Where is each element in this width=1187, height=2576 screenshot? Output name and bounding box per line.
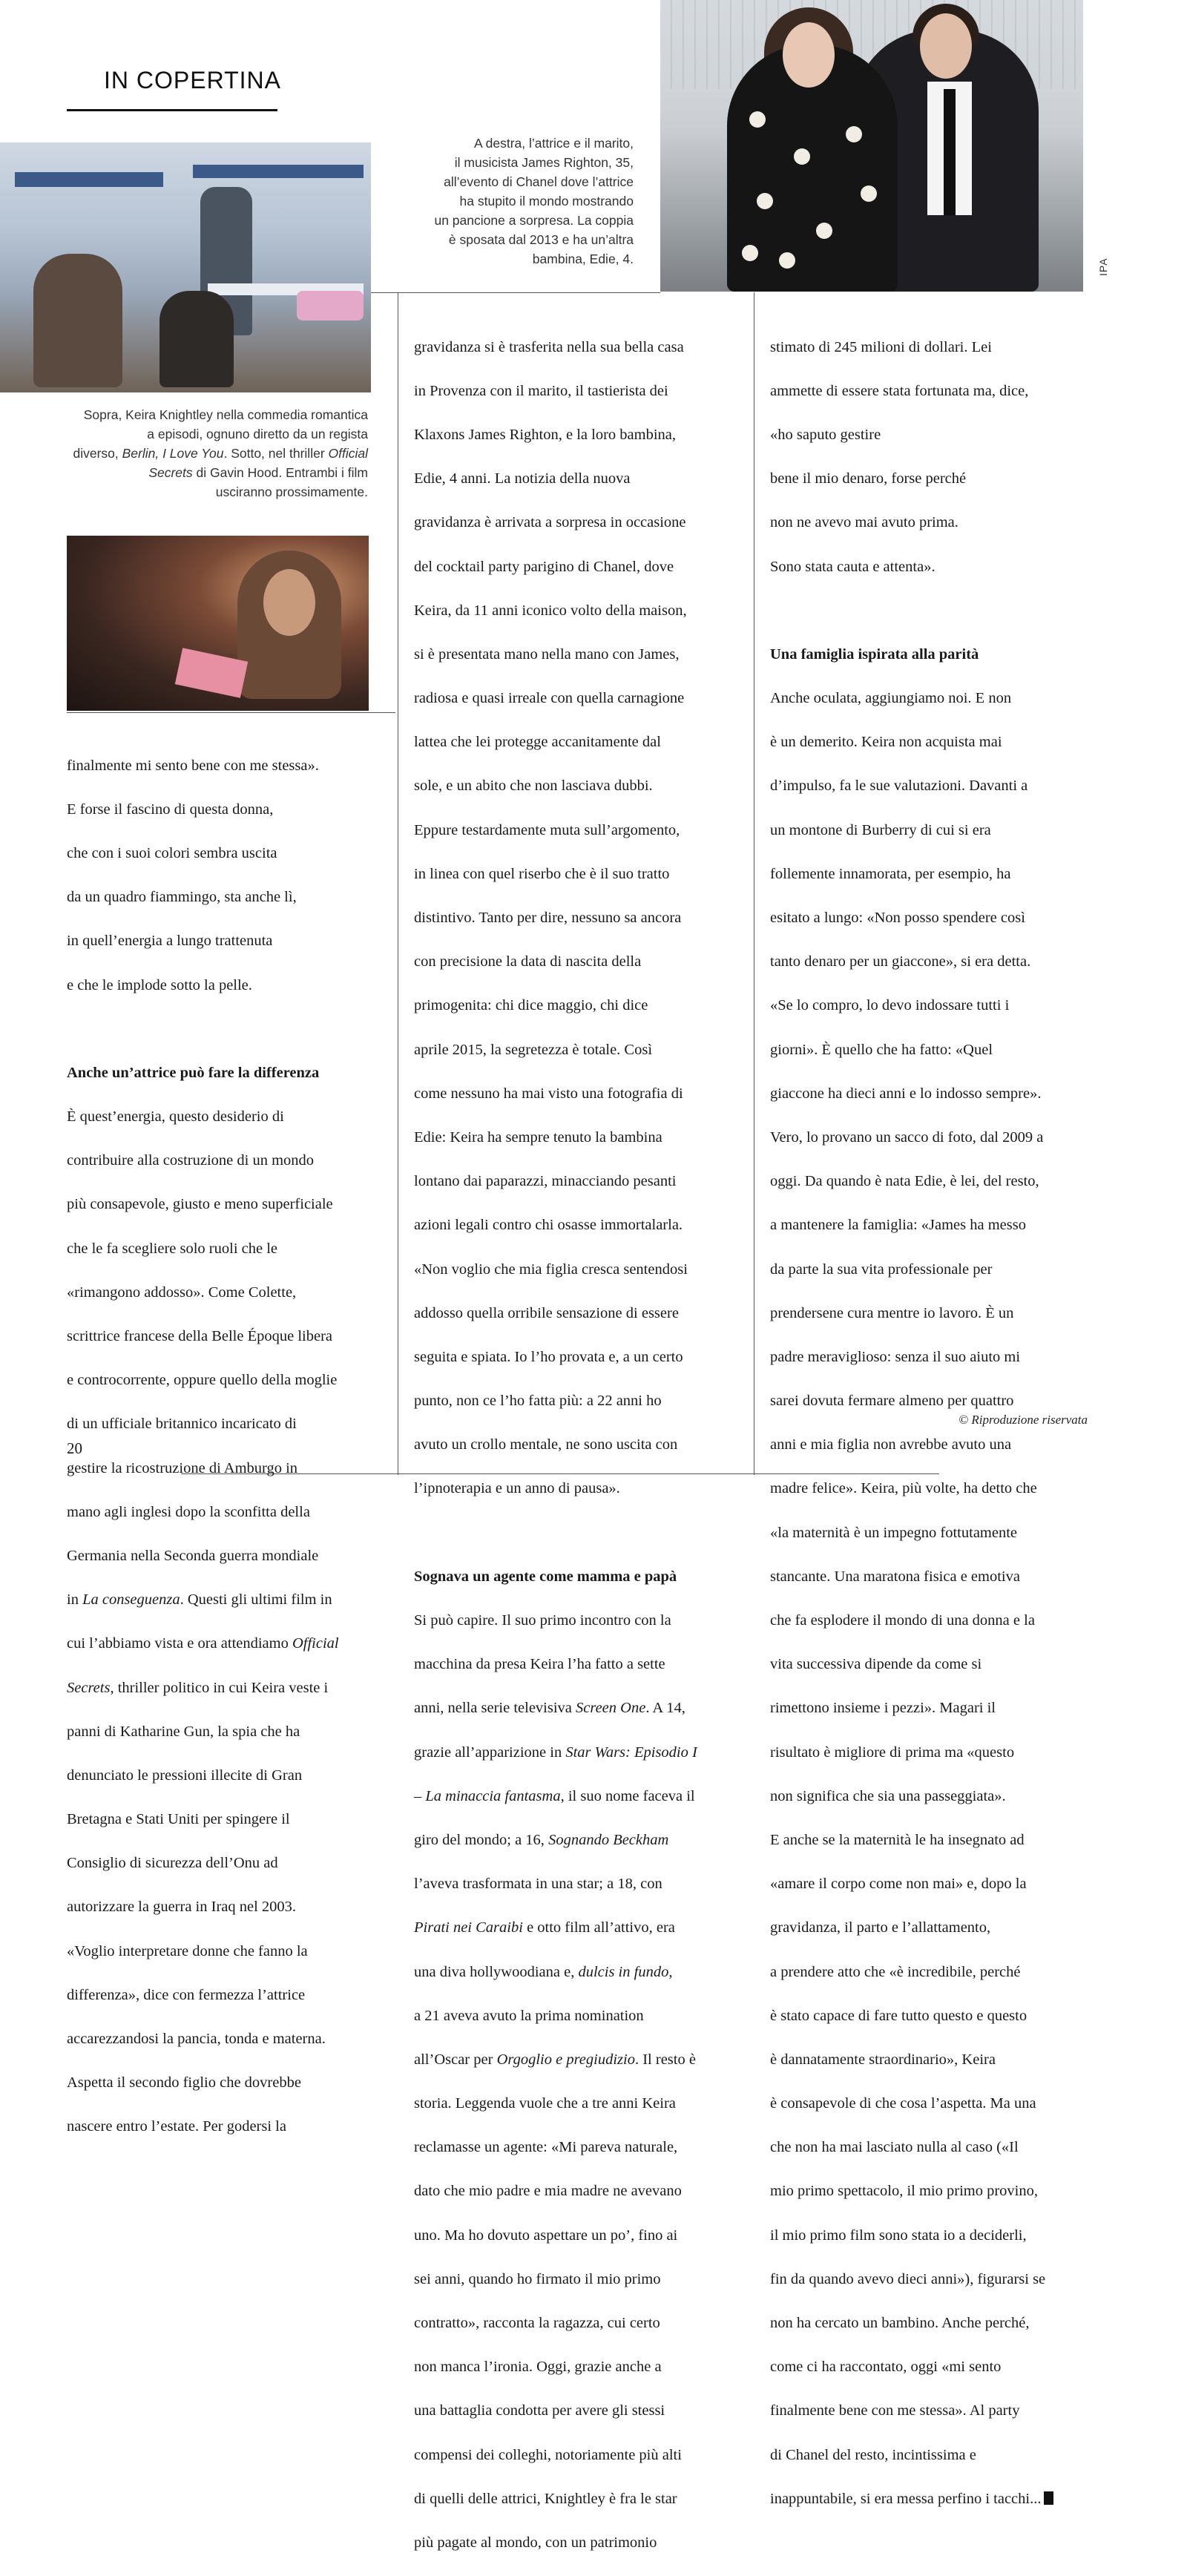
caption-line: bambina, Edie, 4. xyxy=(532,252,634,266)
caption-line: ha stupito il mondo mostrando xyxy=(459,194,634,208)
caption-line: A destra, l’attrice e il marito, xyxy=(474,136,634,151)
caption-line: a episodi, ognuno diretto da un regista xyxy=(147,427,368,441)
column-2: gravidanza si è trasferita nella sua bella casa in Provenza con il marito, il tastierista dei Klaxons James Righton, e la loro bambina, Edie, 4 anni. La notizia della nuova gravidanza è arrivata a sorpresa in occasione del cocktail party parigino di Chanel, dove Keira, da 11 anni iconico volto della maison, si è presentata mano nella mano con James, radiosa e quasi irreale con quella carnagione lattea che lei protegge accanitamente dal sole, e un abito che non lasciava dubbi. Eppure testardamente muta sull’argomento, in linea con quel riserbo che è il suo tratto distintivo. Tanto per dire, nessuno sa ancora con precisione la data di nascita della primogenita: chi dice maggio, chi dice aprile 2015, la segretezza è totale. Così come nessuno ha mai visto una fotografia di Edie: Keira ha sempre tenuto la bambina lontano dai paparazzi, minacciando pesanti azioni legali contro chi osasse immortalarla. «Non voglio che mia figlia cresca sentendosi addosso quella orribile sensazione di essere seguita e spiata. Io l’ho provata e, a un certo punto, non ce l’ho fatta più: a 22 anni ho avuto un crollo mentale, ne sono uscita con l’ipnoterapia e un anno di pausa». Sognava un agente come mamma e papà Si può capire. Il suo primo incontro con la macchina da presa Keira l’ha fatto a sette anni, nella serie televisiva Screen One. A 14, grazie all’apparizione in Star Wars: Episodio I – La minaccia fantasma, il suo nome faceva il giro del mondo; a 16, Sognando Beckham l’aveva trasformata in una star; a 18, con Pirati nei Caraibi e otto film all’attivo, era una diva hollywoodiana e, dulcis in fundo, a 21 aveva avuto la prima nomination all’Oscar per Orgoglio e pregiudizio. Il resto è storia. Leggenda vuole che a tre anni Keira reclamasse un agente: «Mi pareva naturale, dato che mio padre e mia madre ne avevano uno. Ma ho dovuto aspettare un po’, fino ai sei anni, quando ho firmato il mio primo contratto», racconta la ragazza, cui certo non manca l’ironia. Oggi, grazie anche a una battaglia condotta per avere gli stessi compensi dei colleghi, notoriamente più alti di quelli delle attrici, Knightley è fra le star più pagate al mondo, con un patrimonio xyxy=(414,315,748,2576)
caption-line: Sopra, Keira Knightley nella commedia romantica xyxy=(83,407,368,422)
caption-line: è sposata dal 2013 e ha un’altra xyxy=(448,232,634,247)
caption-line: all’evento di Chanel dove l’attrice xyxy=(444,174,634,189)
caption-films xyxy=(67,405,368,502)
column-1: finalmente mi sento bene con me stessa». E forse il fascino di questa donna, che con i suoi colori sembra uscita da un quadro fiammingo, sta anche lì, in quell’energia a lungo trattenuta e che le implode sotto la pelle. Anche un’attrice può fare la differenza È quest’energia, questo desiderio di contribuire alla costruzione di un mondo più consapevole, giusto e meno superficiale che le fa scegliere solo ruoli che le «rimangono addosso». Come Colette, scrittrice francese della Belle Époque libera e controcorrente, oppure quello della moglie di un ufficiale britannico incaricato di gestire la ricostruzione di Amburgo in mano agli inglesi dopo la sconfitta della Germania nella Seconda guerra mondiale in La conseguenza. Questi gli ultimi film in cui l’abbiamo vista e ora attendiamo Official Secrets, thriller politico in cui Keira veste i panni di Katharine Gun, la spia che ha denunciato le pressioni illecite di Gran Bretagna e Stati Uniti per spingere il Consiglio di sicurezza dell’Onu ad autorizzare la guerra in Iraq nel 2003. «Voglio interpretare donne che fanno la differenza», dice con fermezza l’attrice accarezzandosi la pancia, tonda e materna. Aspetta il secondo figlio che dovrebbe nascere entro l’estate. Per godersi la xyxy=(67,733,393,2161)
caption-line: Secrets di Gavin Hood. Entrambi i film xyxy=(148,465,368,480)
divider-top xyxy=(371,292,660,293)
photo-letter xyxy=(67,536,369,711)
section-rule xyxy=(67,109,277,111)
divider-left xyxy=(67,712,395,713)
caption-line: diverso, Berlin, I Love You. Sotto, nel thriller Official xyxy=(73,446,368,461)
copyright-notice: © Riproduzione riservata xyxy=(959,1413,1088,1427)
photo-credit: IPA xyxy=(1097,257,1109,276)
column-3: stimato di 245 milioni di dollari. Lei ammette di essere stata fortunata ma, dice, «ho saputo gestire bene il mio denaro, forse perché non ne avevo mai avuto prima. Sono stata cauta e attenta». Una famiglia ispirata alla parità Anche oculata, aggiungiamo noi. E non è un demerito. Keira non acquista mai d’impulso, fa le sue valutazioni. Davanti a un montone di Burberry di cui si era follemente innamorata, per esempio, ha esitato a lungo: «Non posso spendere così tanto denaro per un giaccone», si era detta. «Se lo compro, lo devo indossare tutti i giorni». È quello che ha fatto: «Quel giaccone ha dieci anni e lo indosso sempre». Vero, lo provano un sacco di foto, dal 2009 a oggi. Da quando è nata Edie, è lei, del resto, a mantenere la famiglia: «James ha messo da parte la sua vita professionale per prendersene cura mentre io lavoro. È un padre meraviglioso: senza il suo aiuto mi sarei dovuta fermare almeno per quattro anni e mia figlia non avrebbe avuto una madre felice». Keira, più volte, ha detto che «la maternità è un impegno fottutamente stancante. Una maratona fisica e emotiva che fa esplodere il mondo di una donna e la vita successiva dipende da come si rimettono insieme i pezzi». Magari il risultato è migliore di prima ma «questo non significa che sia una passeggiata». E anche se la maternità le ha insegnato ad «amare il corpo come non mai» e, dopo la gravidanza, il parto e l’allattamento, a prendere atto che «è incredibile, perché è stato capace di fare tutto questo e questo è dannatamente straordinario», Keira è consapevole di che cosa l’aspetta. Ma una che non ha mai lasciato nulla al caso («Il mio primo spettacolo, il mio primo provino, il mio primo film sono stata io a deciderli, fin da quando avevo dieci anni»), figurarsi se non ha cercato un bambino. Anche perché, come ci ha raccontato, oggi «mi sento finalmente bene con me stessa». Al party di Chanel del resto, incintissima e inappuntabile, si era messa perfino i tacchi... xyxy=(770,315,1096,2532)
section-label: IN COPERTINA xyxy=(104,67,281,93)
caption-line: il musicista James Righton, 35, xyxy=(454,155,634,170)
subheading: Una famiglia ispirata alla parità xyxy=(770,645,979,663)
caption-line: un pancione a sorpresa. La coppia xyxy=(434,213,634,228)
page-number: 20 xyxy=(67,1439,82,1457)
photo-bunk-beds xyxy=(0,142,371,392)
subheading: Anche un’attrice può fare la differenza xyxy=(67,1064,320,1081)
end-mark-icon xyxy=(1044,2491,1053,2505)
caption-couple xyxy=(415,134,634,269)
subheading: Sognava un agente come mamma e papà xyxy=(414,1568,677,1585)
photo-couple xyxy=(660,0,1083,292)
caption-line: usciranno prossimamente. xyxy=(215,484,368,499)
